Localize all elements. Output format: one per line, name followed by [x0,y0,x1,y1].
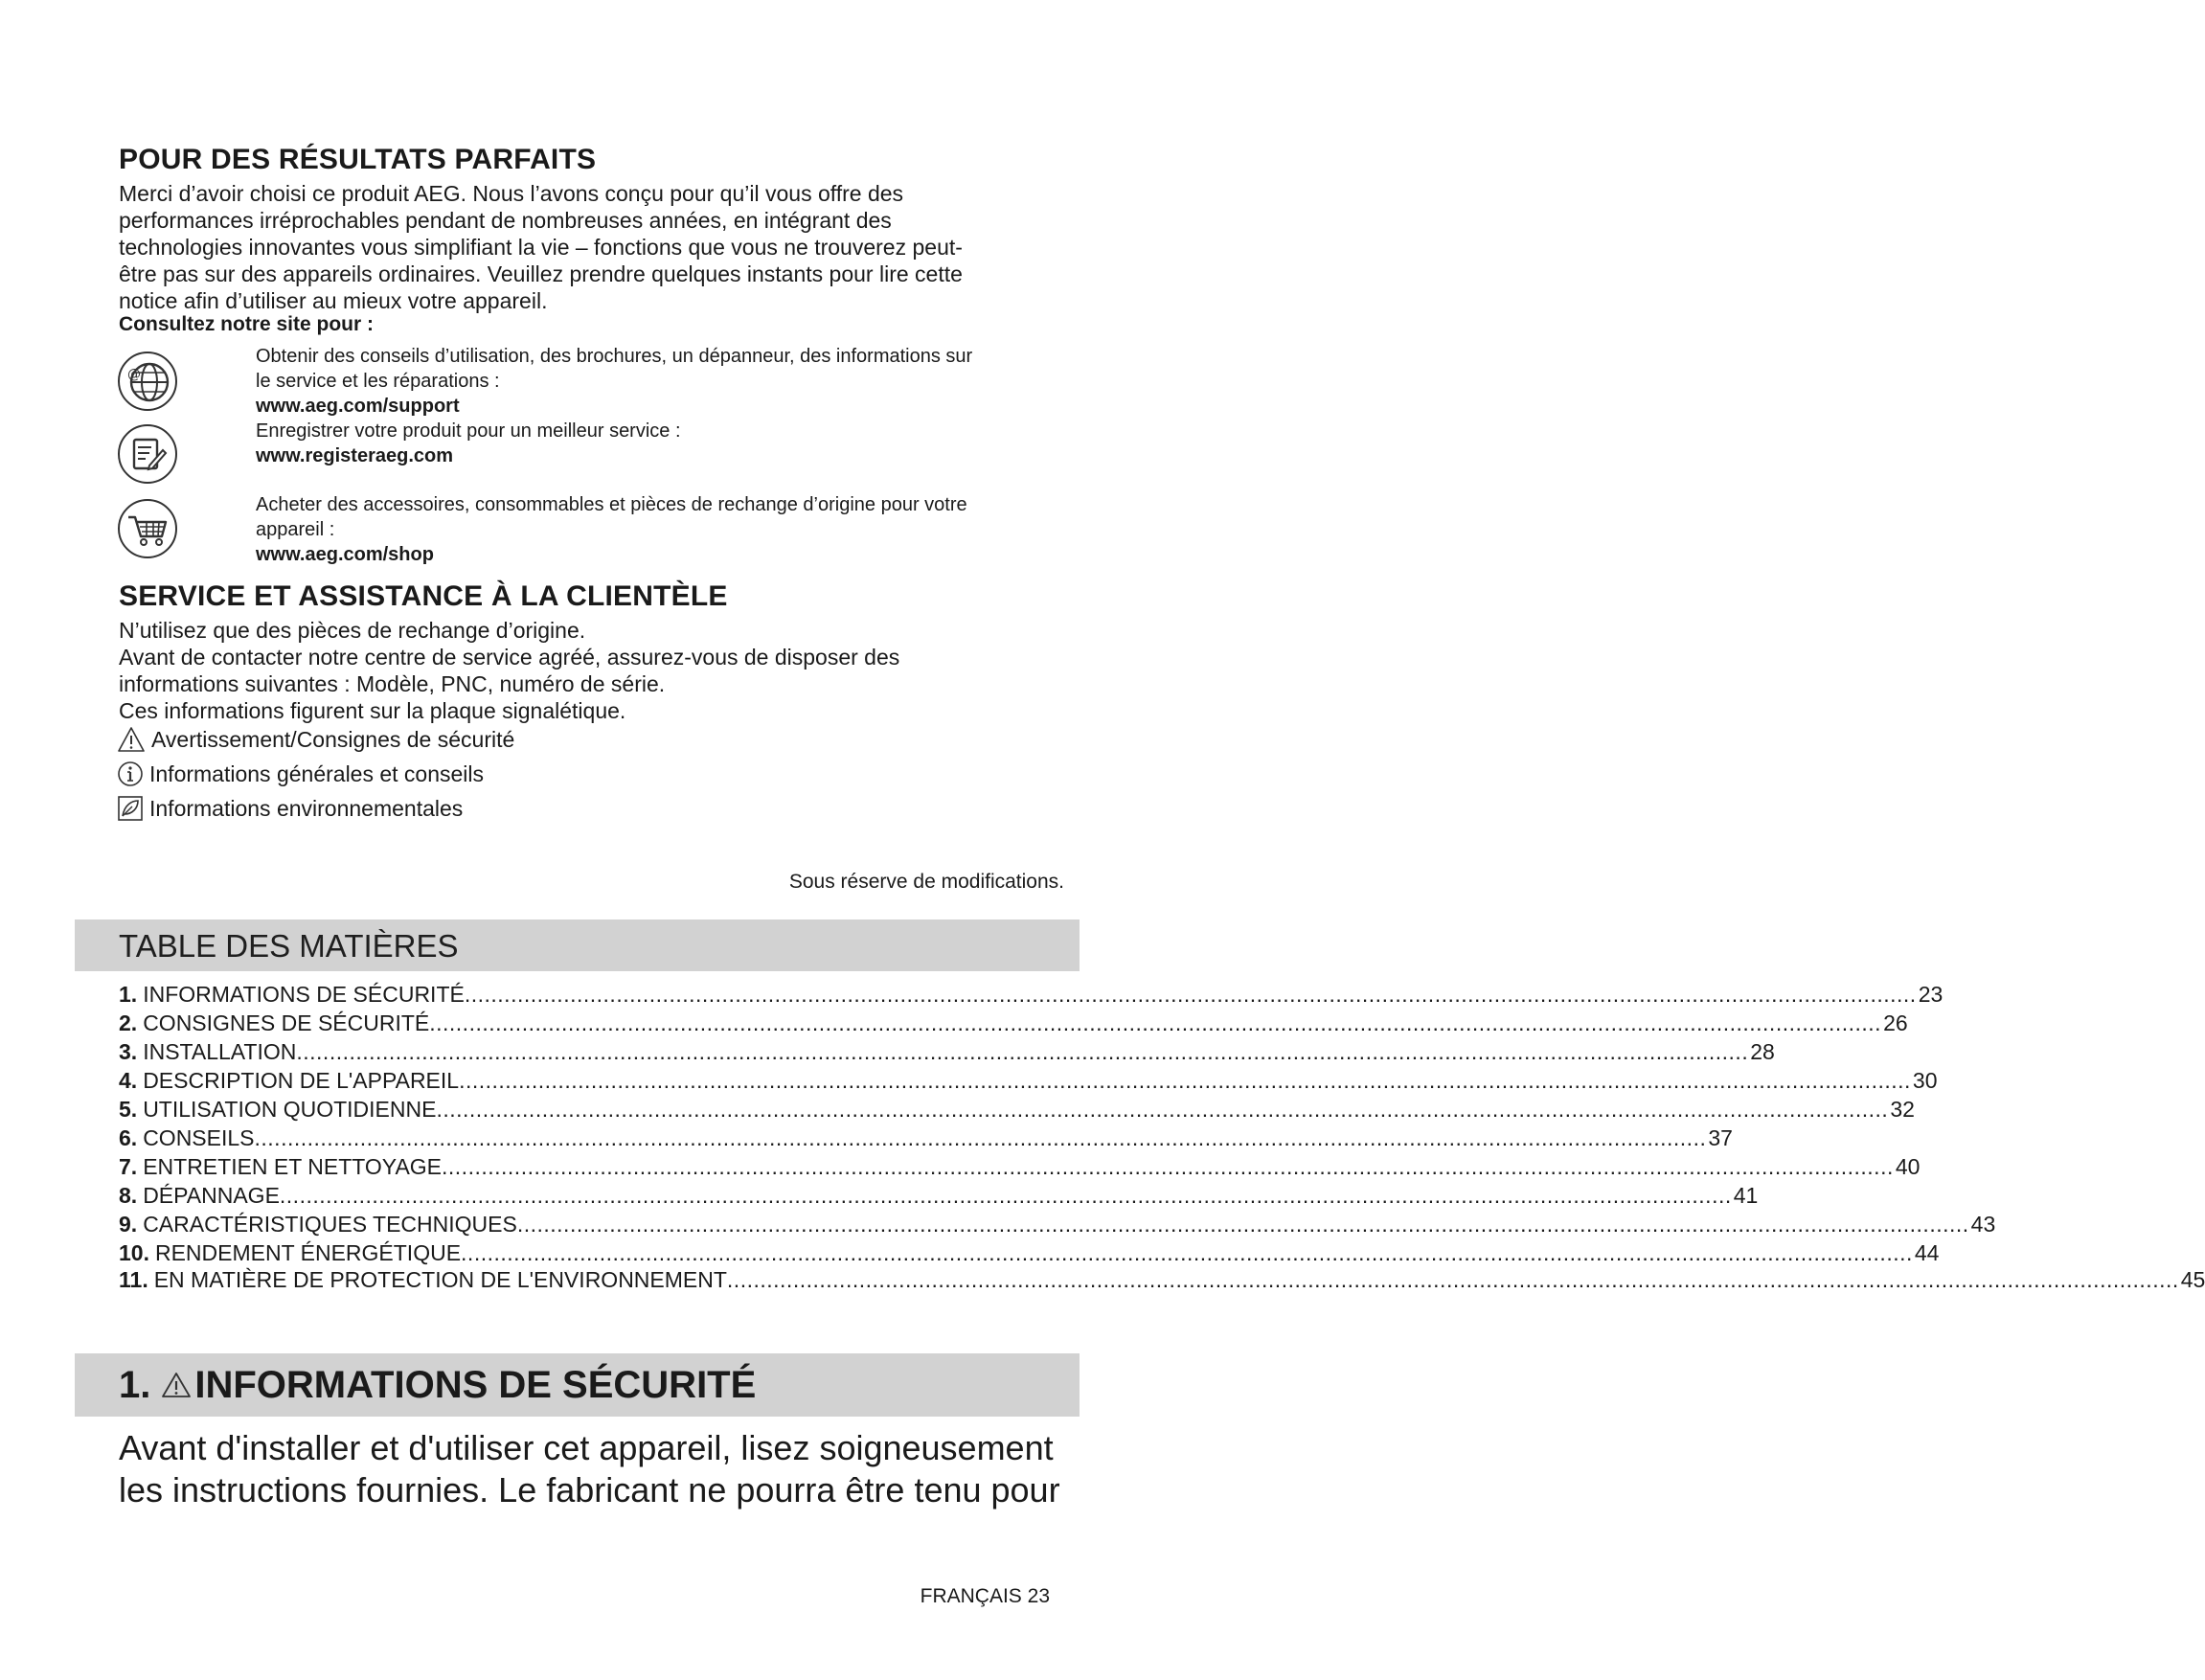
shop-url-link[interactable]: www.aeg.com/shop [256,544,434,565]
safety-section-title [119,1363,756,1407]
toc-leader-dots: ............................................................................................................................................................................................................................ [429,1010,1882,1035]
toc-item-title: UTILISATION QUOTIDIENNE [143,1097,437,1122]
toc-item-page: 32 [1890,1097,1915,1122]
intro-line: technologies innovantes vous simplifiant la vie – fonctions que vous ne trouverez peut- [119,235,963,260]
toc-item-number: 7. [119,1154,138,1179]
toc-leader-dots: ............................................................................................................................................................................................................................ [442,1154,1894,1179]
toc-item-title: RENDEMENT ÉNERGÉTIQUE [154,1240,462,1265]
toc-item-page: 40 [1895,1154,1921,1179]
toc-item[interactable] [119,981,1944,1009]
toc-item-title: DÉPANNAGE [143,1183,280,1208]
toc-item-page: 43 [1970,1212,1996,1237]
toc-item-page: 41 [1733,1183,1759,1208]
toc-leader-dots: ............................................................................................................................................................................................................................ [254,1125,1707,1150]
toc-item-title: EN MATIÈRE DE PROTECTION DE L'ENVIRONNEMENT [153,1267,727,1292]
link-description-line: appareil : [256,519,335,540]
legend-label: Informations environnementales [149,796,464,821]
toc-item-page: 44 [1914,1240,1940,1265]
safety-section-number: 1. [119,1364,151,1406]
toc-leader-dots: ............................................................................................................................................................................................................................ [461,1240,1913,1265]
toc-item[interactable] [119,1096,1915,1124]
safety-section-header [75,1353,1080,1417]
intro-line: notice afin d’utiliser au mieux votre appareil. [119,288,548,313]
toc-item-title: ENTRETIEN ET NETTOYAGE [143,1154,443,1179]
toc-item-title: CARACTÉRISTIQUES TECHNIQUES [143,1212,517,1237]
toc-item-number: 9. [119,1212,138,1237]
safety-section-heading: INFORMATIONS DE SÉCURITÉ [194,1364,757,1406]
intro-line: Merci d’avoir choisi ce produit AEG. Nous l’avons conçu pour qu’il vous offre des [119,181,904,206]
link-support-text [256,344,1080,419]
toc-item-number: 5. [119,1097,138,1122]
toc-item-title: CONSEILS [143,1125,255,1150]
register-icon [117,423,178,485]
service-line: N’utilisez que des pièces de rechange d’origine. [119,618,586,643]
cart-icon [117,498,178,559]
toc-leader-dots: ............................................................................................................................................................................................................................ [516,1212,1969,1237]
leaf-icon [117,795,144,822]
intro-line: performances irréprochables pendant de nombreuses années, en intégrant des [119,208,892,233]
toc-item-number: 11. [119,1267,148,1292]
modifications-note: Sous réserve de modifications. [788,871,1064,893]
link-description-line: le service et les réparations : [256,371,500,392]
toc-leader-dots: ............................................................................................................................................................................................................................ [296,1039,1749,1064]
toc-item-number: 6. [119,1125,138,1150]
toc-leader-dots: ............................................................................................................................................................................................................................ [279,1183,1732,1208]
toc-item-number: 1. [119,982,138,1007]
toc-item-title: INFORMATIONS DE SÉCURITÉ [143,982,465,1007]
toc-leader-dots: ............................................................................................................................................................................................................................ [459,1068,1911,1093]
toc-item-number: 8. [119,1183,138,1208]
toc-item-page: 30 [1912,1068,1938,1093]
toc-item[interactable] [119,1266,2205,1294]
intro-paragraph [119,180,1077,314]
globe-icon [117,351,178,412]
toc-item[interactable] [119,1038,1775,1066]
toc-item-page: 37 [1708,1125,1733,1150]
toc-leader-dots: ............................................................................................................................................................................................................................ [464,982,1917,1007]
warning-icon [160,1371,193,1399]
warning-icon [117,726,146,753]
link-shop-text [256,492,1080,567]
service-line: Avant de contacter notre centre de service agréé, assurez-vous de disposer des [119,645,900,670]
section-heading-perfect-results: POUR DES RÉSULTATS PARFAITS [119,144,597,175]
toc-item-number: 4. [119,1068,138,1093]
toc-item-number: 2. [119,1010,138,1035]
toc-item-page: 28 [1750,1039,1775,1064]
legend-label: Informations générales et conseils [149,761,485,786]
toc-item-title: INSTALLATION [143,1039,297,1064]
service-line: Ces informations figurent sur la plaque signalétique. [119,698,626,723]
toc-item-number: 3. [119,1039,138,1064]
link-description-line: Acheter des accessoires, consommables et pièces de rechange d’origine pour votre [256,494,967,515]
info-icon [117,761,144,787]
toc-item[interactable] [119,1211,1996,1238]
legend-info [117,760,484,788]
intro-line: être pas sur des appareils ordinaires. Veuillez prendre quelques instants pour lire cette [119,261,963,286]
toc-title: TABLE DES MATIÈRES [119,928,459,964]
toc-item-page: 26 [1883,1010,1908,1035]
link-description-line: Obtenir des conseils d’utilisation, des brochures, un dépanneur, des informations sur [256,346,973,367]
legend-warning [117,725,514,754]
register-url-link[interactable]: www.registeraeg.com [256,445,453,466]
toc-item[interactable] [119,1010,1908,1037]
toc-item[interactable] [119,1067,1938,1095]
link-register-text [256,419,1080,468]
toc-item[interactable] [119,1182,1759,1210]
toc-header-bar [75,919,1080,971]
support-url-link[interactable]: www.aeg.com/support [256,396,460,417]
toc-item[interactable] [119,1239,1940,1267]
page-footer: FRANÇAIS 23 [920,1585,1050,1607]
toc-item[interactable] [119,1153,1921,1181]
safety-intro-line: les instructions fournies. Le fabricant ne pourra être tenu pour [119,1470,1060,1510]
toc-item-title: CONSIGNES DE SÉCURITÉ [143,1010,430,1035]
service-line: informations suivantes : Modèle, PNC, numéro de série. [119,671,666,696]
toc-leader-dots: ............................................................................................................................................................................................................................ [726,1267,2179,1292]
toc-item[interactable] [119,1124,1733,1152]
link-description-line: Enregistrer votre produit pour un meilleur service : [256,420,681,442]
visit-site-label: Consultez notre site pour : [119,313,375,335]
toc-leader-dots: ............................................................................................................................................................................................................................ [436,1097,1889,1122]
safety-intro-paragraph [119,1427,1086,1511]
toc-item-number: 10. [119,1240,149,1265]
toc-item-page: 45 [2180,1267,2205,1292]
toc-item-page: 23 [1918,982,1944,1007]
section-heading-service: SERVICE ET ASSISTANCE À LA CLIENTÈLE [119,580,728,612]
toc-item-title: DESCRIPTION DE L'APPAREIL [143,1068,460,1093]
service-paragraph [119,617,1077,724]
svg-text:@: @ [127,367,141,382]
safety-intro-line: Avant d'installer et d'utiliser cet appareil, lisez soigneusement [119,1428,1054,1467]
legend-label: Avertissement/Consignes de sécurité [151,727,515,752]
legend-environment [117,794,463,823]
